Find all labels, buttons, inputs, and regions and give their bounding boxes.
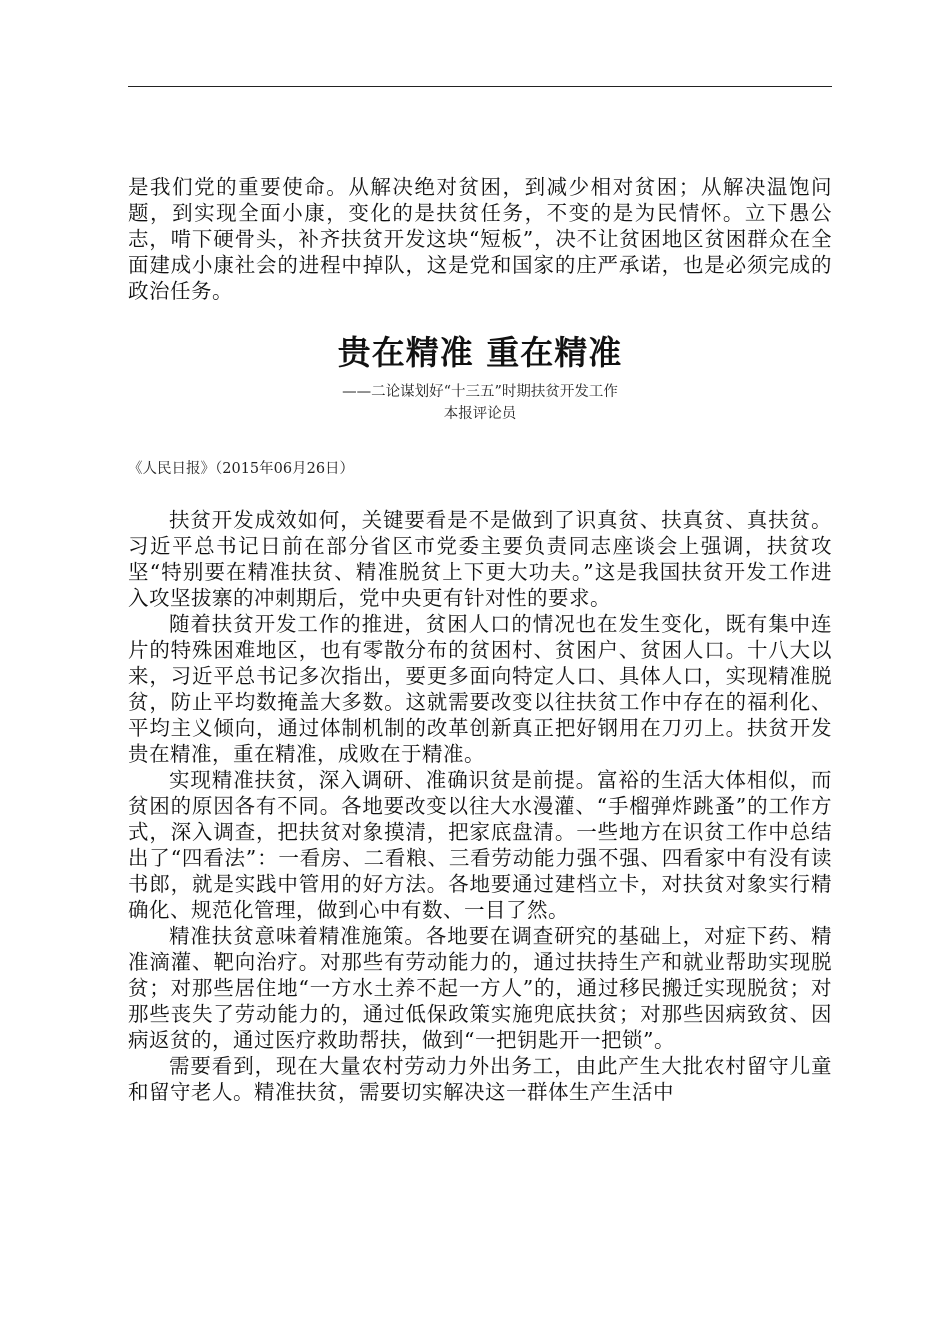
body-paragraph: 精准扶贫意味着精准施策。各地要在调查研究的基础上，对症下药、精准滴灌、靶向治疗。对那些有劳动能力的，通过扶持生产和就业帮助实现脱贫；对那些居住地“一方水土养不起一方人”的，通过移民搬迁实现脱贫；对那些丧失了劳动能力的，通过低保政策实施兜底扶贫；对那些因病致贫、因病返贫的，通过医疗救助帮扶，做到“一把钥匙开一把锁”。 bbox=[128, 924, 832, 1052]
article-source: 《人民日报》（2015年06月26日） bbox=[128, 461, 355, 477]
article-body bbox=[128, 507, 832, 1105]
article-title: 贵在精准 重在精准 bbox=[337, 333, 623, 372]
body-paragraph: 随着扶贫开发工作的推进，贫困人口的情况也在发生变化，既有集中连片的特殊困难地区，也有零散分布的贫困村、贫困户、贫困人口。十八大以来，习近平总书记多次指出，要更多面向特定人口、具体人口，实现精准脱贫，防止平均数掩盖大多数。这就需要改变以往扶贫工作中存在的福利化、平均主义倾向，通过体制机制的改革创新真正把好钢用在刀刃上。扶贫开发贵在精准，重在精准，成败在于精准。 bbox=[128, 612, 832, 766]
body-paragraph: 实现精准扶贫，深入调研、准确识贫是前提。富裕的生活大体相似，而贫困的原因各有不同。各地要改变以往大水漫灌、“手榴弹炸跳蚤”的工作方式，深入调查，把扶贫对象摸清，把家底盘清。一些地方在识贫工作中总结出了“四看法”：一看房、二看粮、三看劳动能力强不强、四看家中有没有读书郎，就是实践中管用的好方法。各地要通过建档立卡，对扶贫对象实行精确化、规范化管理，做到心中有数、一目了然。 bbox=[128, 768, 832, 922]
header-rule bbox=[128, 86, 832, 87]
body-paragraph: 需要看到，现在大量农村劳动力外出务工，由此产生大批农村留守儿童和留守老人。精准扶贫，需要切实解决这一群体生产生活中 bbox=[128, 1054, 832, 1104]
intro-paragraph: 是我们党的重要使命。从解决绝对贫困，到减少相对贫困；从解决温饱问题，到实现全面小康，变化的是扶贫任务，不变的是为民情怀。立下愚公志，啃下硬骨头，补齐扶贫开发这块“短板”，决不让贫困地区贫困群众在全面建成小康社会的进程中掉队，这是党和国家的庄严承诺，也是必须完成的政治任务。 bbox=[128, 175, 832, 303]
body-paragraph: 扶贫开发成效如何，关键要看是不是做到了识真贫、扶真贫、真扶贫。习近平总书记日前在部分省区市党委主要负责同志座谈会上强调，扶贫攻坚“特别要在精准扶贫、精准脱贫上下更大功夫。”这是我国扶贫开发工作进入攻坚拔寨的冲刺期后，党中央更有针对性的要求。 bbox=[128, 508, 832, 610]
page-content bbox=[128, 174, 832, 1105]
article-byline: 本报评论员 bbox=[443, 406, 517, 422]
article-subtitle: ——二论谋划好“十三五”时期扶贫开发工作 bbox=[342, 384, 618, 400]
